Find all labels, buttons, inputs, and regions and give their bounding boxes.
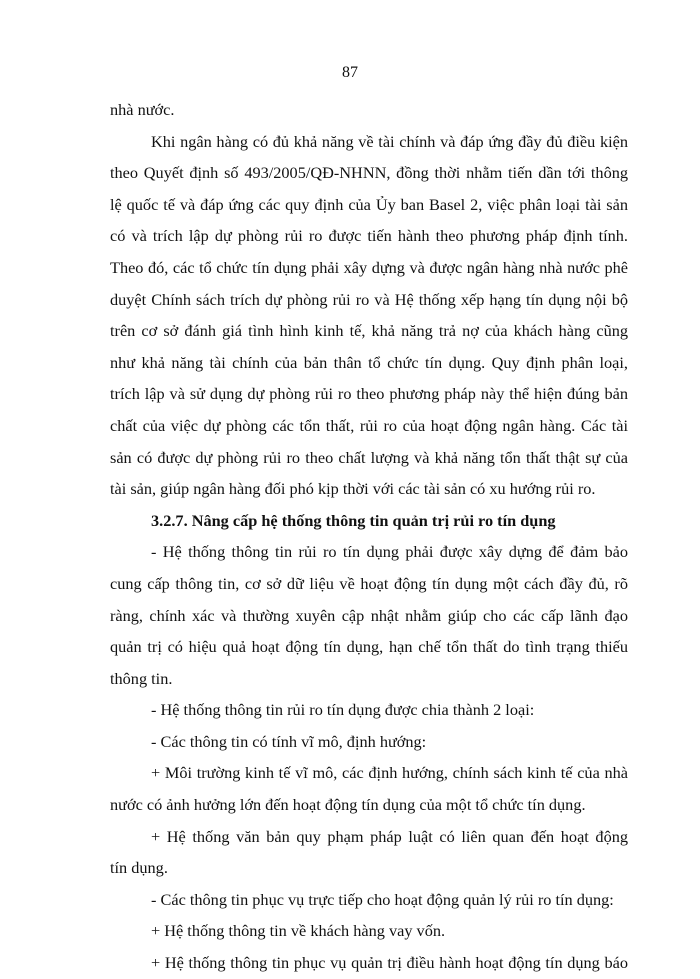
section-heading: 3.2.7. Nâng cấp hệ thống thông tin quản trị rủi ro tín dụng: [151, 510, 556, 530]
body-text: [110, 94, 628, 979]
text-line: chất của việc dự phòng các tổn thất, rủi ro của hoạt động ngân hàng. Các tài: [110, 415, 628, 435]
text-line: + Hệ thống văn bản quy phạm pháp luật có liên quan đến hoạt động: [151, 826, 628, 846]
text-line: theo Quyết định số 493/2005/QĐ-NHNN, đồng thời nhằm tiến dần tới thông: [110, 163, 628, 183]
text-line: ràng, chính xác và thường xuyên cập nhật nhằm giúp cho các cấp lãnh đạo: [110, 605, 628, 625]
text-line: Theo đó, các tổ chức tín dụng phải xây dựng và được ngân hàng nhà nước phê: [110, 257, 628, 277]
text-line: Khi ngân hàng có đủ khả năng về tài chính và đáp ứng đầy đủ điều kiện: [151, 131, 628, 151]
text-line: như khả năng tài chính của bản thân tổ chức tín dụng. Quy định phân loại,: [110, 352, 628, 372]
text-line: duyệt Chính sách trích dự phòng rủi ro và Hệ thống xếp hạng tín dụng nội bộ: [110, 289, 628, 309]
text-line: có và trích lập dự phòng rủi ro được tiến hành theo phương pháp định tính.: [110, 226, 628, 246]
text-line: - Hệ thống thông tin rủi ro tín dụng phải được xây dựng để đảm bảo: [151, 542, 628, 562]
text-line: tài sản, giúp ngân hàng đối phó kịp thời với các tài sản có xu hướng rủi ro.: [110, 479, 596, 499]
text-line: nước có ảnh hưởng lớn đến hoạt động tín dụng của một tổ chức tín dụng.: [110, 795, 586, 815]
text-line: trên cơ sở đánh giá tình hình kinh tế, khả năng trả nợ của khách hàng cũng: [110, 321, 628, 341]
text-line: cung cấp thông tin, cơ sở dữ liệu về hoạt động tín dụng một cách đầy đủ, rõ: [110, 573, 628, 593]
text-line: tín dụng.: [110, 858, 168, 878]
text-line: - Các thông tin có tính vĩ mô, định hướng:: [151, 731, 427, 751]
text-line: thông tin.: [110, 668, 173, 688]
text-line: nhà nước.: [110, 100, 175, 119]
page-number: 87: [342, 64, 358, 81]
text-line: + Môi trường kinh tế vĩ mô, các định hướng, chính sách kinh tế của nhà: [151, 763, 628, 783]
text-line: + Hệ thống thông tin về khách hàng vay vốn.: [151, 921, 446, 941]
text-line: + Hệ thống thông tin phục vụ quản trị điều hành hoạt động tín dụng báo: [151, 953, 628, 973]
text-line: - Các thông tin phục vụ trực tiếp cho hoạt động quản lý rủi ro tín dụng:: [151, 889, 614, 909]
text-line: trích lập và sử dụng dự phòng rủi ro theo phương pháp này thể hiện đúng bản: [110, 384, 628, 404]
text-line: - Hệ thống thông tin rủi ro tín dụng được chia thành 2 loại:: [151, 700, 535, 720]
text-line: lệ quốc tế và đáp ứng các quy định của Ủy ban Basel 2, việc phân loại tài sản: [110, 194, 628, 214]
text-line: sản có được dự phòng rủi ro theo chất lượng và khả năng tổn thất thật sự của: [110, 447, 628, 467]
text-line: quản trị có hiệu quả hoạt động tín dụng, hạn chế tổn thất do tình trạng thiếu: [110, 637, 628, 657]
